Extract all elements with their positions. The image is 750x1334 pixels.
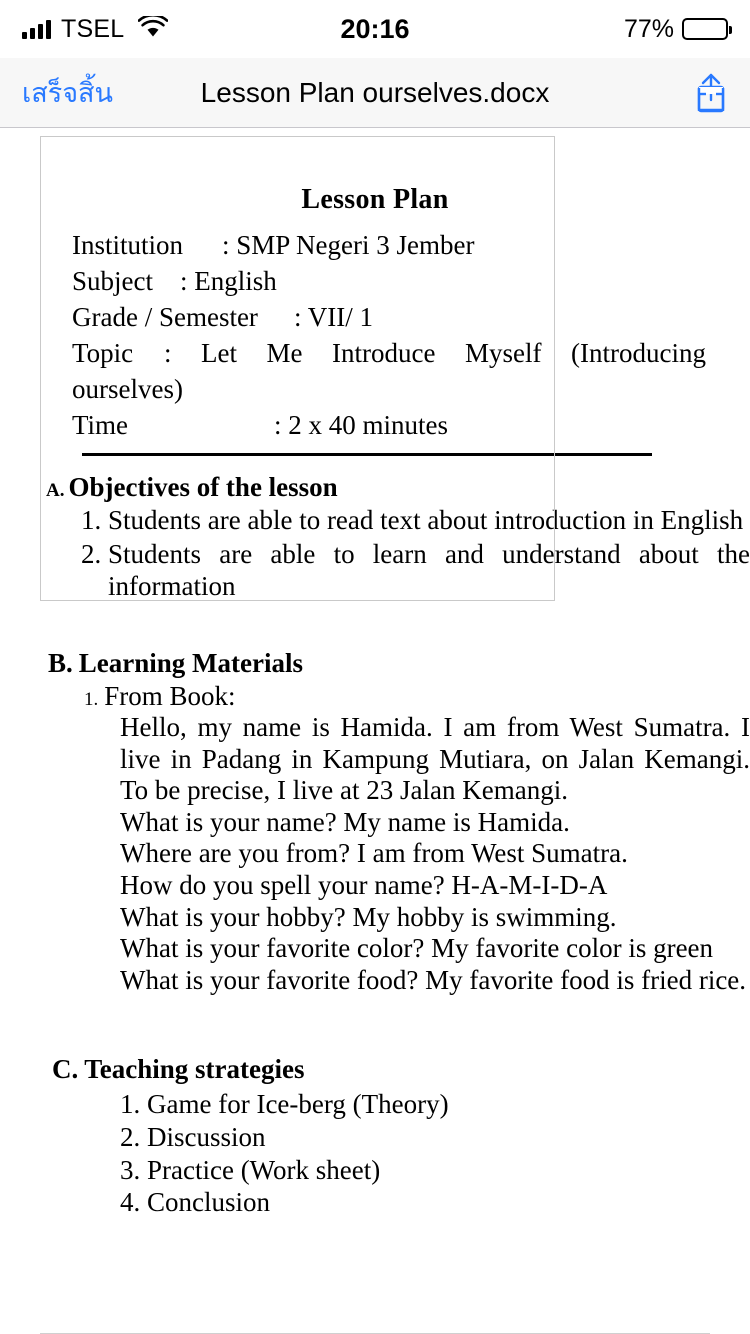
lesson-plan-heading: Lesson Plan: [301, 184, 449, 215]
document-title: Lesson Plan ourselves.docx: [200, 76, 550, 108]
learning-materials-text: [0, 712, 750, 996]
paragraph: Hello, my name is Hamida. I am from West Sumatra. I live in Padang in Kampung Mutiara, on Jalan Kemangi. To be precise, I live at 23 Jalan Kemangi.: [120, 712, 750, 806]
meta-value-topic: Let Me Introduce Myself (Introducing ourselves): [72, 337, 706, 404]
status-bar-right: [624, 15, 728, 44]
navigation-bar: [0, 58, 750, 128]
paragraph: What is your favorite food? My favorite food is fried rice.: [120, 964, 747, 995]
list-item: 3. Practice (Work sheet): [120, 1154, 381, 1185]
meta-label-institution: Institution: [72, 230, 184, 260]
paragraph: Where are you from? I am from West Sumatra.: [120, 838, 628, 869]
status-bar-left: [22, 15, 168, 44]
section-teaching-strategies: [0, 1054, 750, 1085]
meta-row-subject: [72, 264, 706, 300]
paragraph: How do you spell your name? H-A-M-I-D-A: [120, 870, 608, 901]
done-button[interactable]: เสร็จสิ้น: [22, 78, 113, 108]
share-icon[interactable]: [694, 72, 728, 114]
carrier-label: TSEL: [61, 14, 125, 43]
battery-icon: [682, 18, 728, 40]
meta-row-topic: [72, 336, 706, 408]
meta-value-time: 2 x 40 minutes: [288, 409, 449, 440]
meta-sep-subject: :: [180, 265, 195, 296]
section-c-heading: [52, 1054, 750, 1085]
sub-number: 1.: [84, 689, 99, 711]
meta-label-subject: Subject: [72, 265, 153, 296]
section-learning-materials: [0, 648, 750, 679]
meta-label-grade: Grade / Semester: [72, 301, 258, 332]
meta-sep-time: :: [274, 409, 289, 440]
paragraph: What is your hobby? My hobby is swimming.: [120, 901, 617, 932]
section-b-title: Learning Materials: [78, 648, 303, 679]
meta-row-institution: [72, 228, 706, 264]
section-a-title: Objectives of the lesson: [68, 472, 338, 503]
sub-label: From Book:: [104, 681, 236, 712]
battery-percent-label: 77%: [623, 14, 674, 43]
section-a-letter: A.: [46, 480, 65, 502]
learning-materials-sub: [0, 681, 750, 712]
lesson-meta-list: [44, 228, 706, 443]
section-b-letter: B.: [48, 648, 73, 679]
meta-sep-grade: :: [294, 301, 308, 332]
meta-row-grade: [72, 300, 706, 336]
signal-bars-icon: [22, 19, 51, 39]
meta-value-grade: VII/ 1: [307, 301, 373, 332]
meta-label-topic: Topic: [72, 337, 134, 368]
meta-value-institution: SMP Negeri 3 Jember: [236, 230, 475, 260]
meta-sep-topic: :: [164, 337, 202, 368]
paragraph: What is your favorite color? My favorite color is green: [120, 933, 714, 964]
meta-sep-institution: :: [222, 230, 237, 260]
meta-value-subject: English: [194, 265, 277, 296]
teaching-strategies-list: [0, 1089, 750, 1218]
list-item: 2. Discussion: [120, 1121, 266, 1152]
list-item: 4. Conclusion: [120, 1187, 271, 1218]
list-item: 2. Students are able to learn and understand about the information: [108, 539, 750, 602]
meta-row-time: [72, 408, 706, 444]
section-c-title: Teaching strategies: [84, 1054, 305, 1085]
meta-label-time: Time: [72, 409, 129, 440]
document-viewer[interactable]: [0, 128, 750, 1334]
section-c-letter: C.: [52, 1054, 79, 1085]
list-item: 1. Game for Ice-berg (Theory): [120, 1089, 449, 1120]
status-bar: [0, 0, 750, 58]
section-b-heading: [48, 648, 750, 679]
list-item: 1. Students are able to read text about introduction in English: [108, 505, 750, 537]
status-time: 20:16: [340, 13, 410, 44]
wifi-icon: [138, 16, 168, 43]
paragraph: What is your name? My name is Hamida.: [120, 806, 570, 837]
